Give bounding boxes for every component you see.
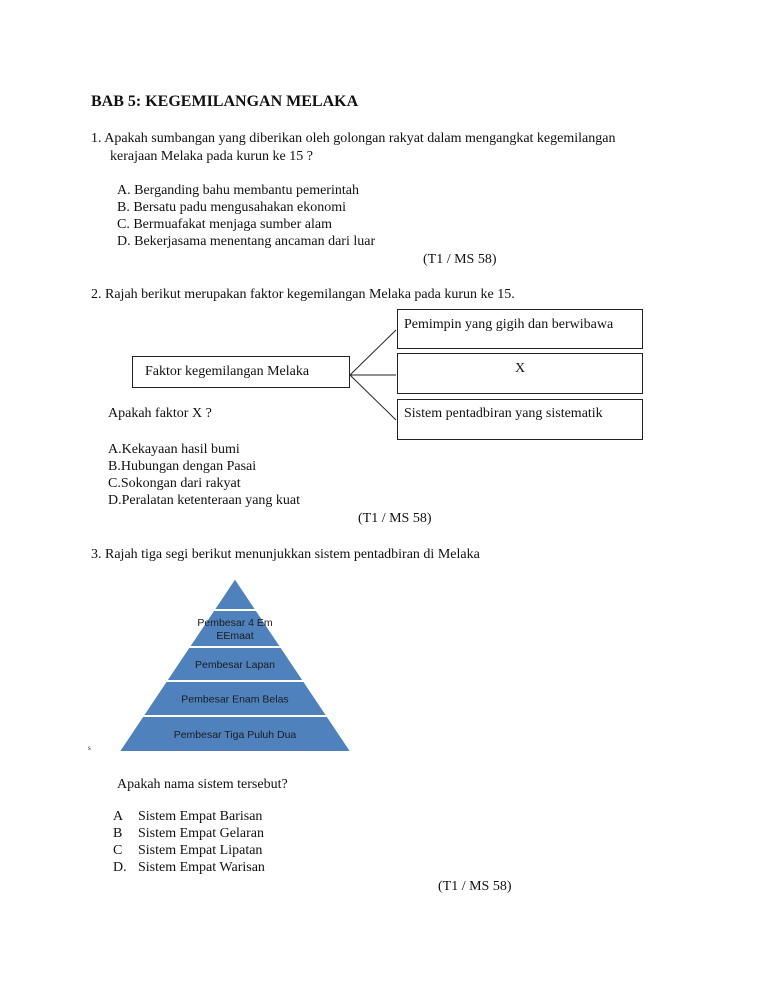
page-title: BAB 5: KEGEMILANGAN MELAKA xyxy=(91,93,359,110)
q1-option-c: C. Bermuafakat menjaga sumber alam xyxy=(117,217,332,232)
diagram-branch-label-3: Sistem pentadbiran yang sistematik xyxy=(404,406,603,421)
q3-option-d-text: Sistem Empat Warisan xyxy=(138,860,265,875)
q3-option-b-text: Sistem Empat Gelaran xyxy=(138,826,264,841)
q3-option-c-letter: C xyxy=(113,843,123,858)
q1-option-a: A. Berganding bahu membantu pemerintah xyxy=(117,183,359,198)
stray-mark: s xyxy=(88,744,91,752)
q2-option-a: A.Kekayaan hasil bumi xyxy=(108,442,240,457)
q2-option-d: D.Peralatan ketenteraan yang kuat xyxy=(108,493,301,508)
pyramid-level-1 xyxy=(214,578,257,610)
q2-reference: (T1 / MS 58) xyxy=(358,511,432,526)
pyramid-level-2-label: Pembesar 4 Em xyxy=(197,617,273,629)
q3-option-a-letter: A xyxy=(113,809,124,824)
q3-option-c-text: Sistem Empat Lipatan xyxy=(138,843,263,858)
q1-option-b: B. Bersatu padu mengusahakan ekonomi xyxy=(117,200,347,215)
pyramid-level-5-label: Pembesar Tiga Puluh Dua xyxy=(173,729,297,741)
pyramid-level-3-label: Pembesar Lapan xyxy=(195,659,275,671)
q2-prompt: Apakah faktor X ? xyxy=(108,406,212,421)
diagram-main-box-label: Faktor kegemilangan Melaka xyxy=(145,364,310,379)
q1-option-d: D. Bekerjasama menentang ancaman dari luar xyxy=(117,234,376,249)
q3-reference: (T1 / MS 58) xyxy=(438,879,512,894)
q2-option-c: C.Sokongan dari rakyat xyxy=(108,476,241,491)
q2-question: 2. Rajah berikut merupakan faktor kegemilangan Melaka pada kurun ke 15. xyxy=(91,287,515,302)
diagram-branch-label-1: Pemimpin yang gigih dan berwibawa xyxy=(404,317,614,332)
q3-question: 3. Rajah tiga segi berikut menunjukkan sistem pentadbiran di Melaka xyxy=(91,547,480,562)
q3-prompt: Apakah nama sistem tersebut? xyxy=(117,777,288,792)
q2-option-b: B.Hubungan dengan Pasai xyxy=(108,459,257,474)
q3-option-d-letter: D. xyxy=(113,860,127,875)
diagram-branch-label-x: X xyxy=(514,361,526,376)
q3-option-a-text: Sistem Empat Barisan xyxy=(138,809,263,824)
q1-question-line2: kerajaan Melaka pada kurun ke 15 ? xyxy=(110,149,313,164)
q1-reference: (T1 / MS 58) xyxy=(423,252,497,267)
q3-option-b-letter: B xyxy=(113,826,123,841)
q1-question-line1: 1. Apakah sumbangan yang diberikan oleh golongan rakyat dalam mengangkat kegemilangan xyxy=(91,131,616,146)
pyramid-level-2-label: EEmaat xyxy=(216,630,254,642)
pyramid-level-4-label: Pembesar Enam Belas xyxy=(181,693,289,706)
